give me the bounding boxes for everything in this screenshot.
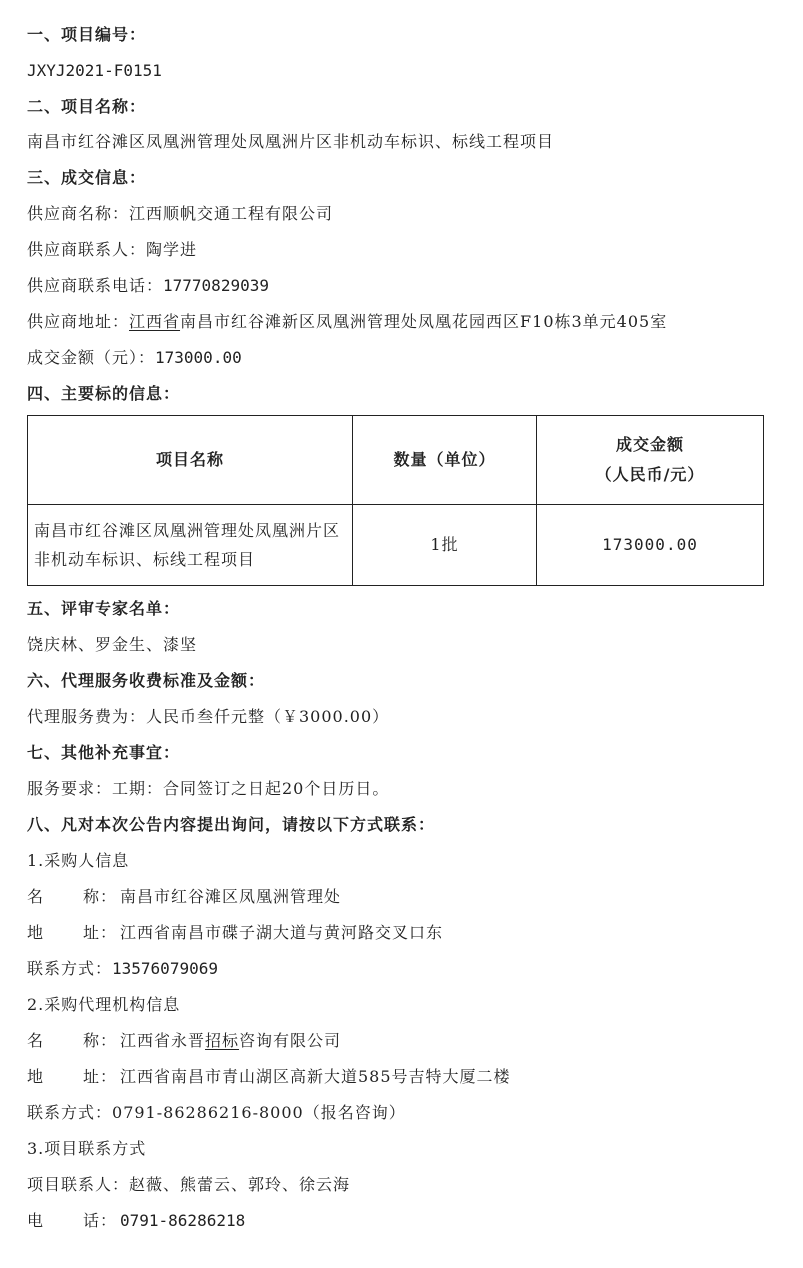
agency-contact-label: 联系方式： <box>27 1103 113 1122</box>
supplier-name-label: 供应商名称： <box>27 204 130 223</box>
heading-contact: 八、凡对本次公告内容提出询问，请按以下方式联系： <box>27 815 436 834</box>
purchaser-address: 江西省南昌市碟子湖大道与黄河路交叉口东 <box>120 923 444 942</box>
deal-amount-line <box>27 347 242 369</box>
project-phone-label-a: 电 <box>27 1211 45 1230</box>
header-quantity: 数量（单位） <box>353 416 537 505</box>
heading-main-items: 四、主要标的信息： <box>27 384 181 403</box>
project-contact-title: 3.项目联系方式 <box>27 1139 147 1158</box>
deal-amount: 173000.00 <box>155 348 242 367</box>
purchaser-contact-label: 联系方式： <box>27 959 113 978</box>
project-people-line <box>27 1174 350 1196</box>
agency-fee: 代理服务费为：人民币叁仟元整（￥3000.00） <box>27 707 390 726</box>
supplier-contact-label: 供应商联系人： <box>27 240 147 259</box>
heading-project-name: 二、项目名称： <box>27 97 147 116</box>
heading-deal-info: 三、成交信息： <box>27 168 147 187</box>
supplier-name: 江西顺帆交通工程有限公司 <box>129 204 334 223</box>
agency-name-line <box>27 1030 341 1052</box>
header-amount-unit: （人民币/元） <box>595 465 705 484</box>
purchaser-name-label-a: 名 <box>27 887 45 906</box>
header-amount <box>537 416 764 505</box>
project-people: 赵薇、熊蕾云、郭玲、徐云海 <box>129 1175 351 1194</box>
agency-address-label-b: 址： <box>83 1067 118 1086</box>
purchaser-contact: 13576079069 <box>112 959 218 978</box>
service-requirement: 服务要求：工期：合同签订之日起20个日历日。 <box>27 779 390 798</box>
table-row <box>28 505 764 586</box>
project-people-label: 项目联系人： <box>27 1175 130 1194</box>
header-project-name: 项目名称 <box>28 416 353 505</box>
heading-other-matters: 七、其他补充事宜： <box>27 743 181 762</box>
agency-address-label-a: 地 <box>27 1067 45 1086</box>
project-phone-line <box>27 1210 245 1232</box>
cell-quantity: 1批 <box>353 505 537 586</box>
agency-name-label-a: 名 <box>27 1031 45 1050</box>
agency-name-post: 咨询有限公司 <box>239 1031 342 1050</box>
purchaser-name-label-b: 称： <box>83 887 118 906</box>
supplier-phone-label: 供应商联系电话： <box>27 276 164 295</box>
project-number: JXYJ2021-F0151 <box>27 61 162 80</box>
project-name: 南昌市红谷滩区凤凰洲管理处凤凰洲片区非机动车标识、标线工程项目 <box>27 132 555 151</box>
agency-address: 江西省南昌市青山湖区高新大道585号吉特大厦二楼 <box>120 1067 511 1086</box>
supplier-address: 南昌市红谷滩新区凤凰洲管理处凤凰花园西区F10栋3单元405室 <box>180 312 668 331</box>
supplier-contact: 陶学进 <box>146 240 198 259</box>
supplier-contact-line <box>27 239 197 261</box>
purchaser-contact-line <box>27 958 218 980</box>
agency-contact: 0791-86286216-8000（报名咨询） <box>112 1103 406 1122</box>
supplier-address-line <box>27 311 667 333</box>
agency-name-link[interactable]: 招标 <box>205 1031 240 1050</box>
heading-experts: 五、评审专家名单： <box>27 599 181 618</box>
purchaser-name-line <box>27 886 341 908</box>
deal-amount-label: 成交金额（元）： <box>27 348 156 367</box>
heading-agency-fee: 六、代理服务收费标准及金额： <box>27 671 266 690</box>
agency-address-line <box>27 1066 511 1088</box>
supplier-phone: 17770829039 <box>163 276 269 295</box>
cell-amount: 173000.00 <box>537 505 764 586</box>
table-header-row <box>28 416 764 505</box>
agency-name-label-b: 称： <box>83 1031 118 1050</box>
purchaser-address-label-a: 地 <box>27 923 45 942</box>
purchaser-address-label-b: 址： <box>83 923 118 942</box>
supplier-address-link[interactable]: 江西省 <box>129 312 181 331</box>
agency-title: 2.采购代理机构信息 <box>27 995 181 1014</box>
supplier-address-label: 供应商地址： <box>27 312 130 331</box>
supplier-name-line <box>27 203 333 225</box>
purchaser-name: 南昌市红谷滩区凤凰洲管理处 <box>120 887 342 906</box>
experts-list: 饶庆林、罗金生、漆坚 <box>27 635 198 654</box>
heading-project-number: 一、项目编号： <box>27 25 147 44</box>
supplier-phone-line <box>27 275 269 297</box>
project-phone: 0791-86286218 <box>120 1211 246 1230</box>
header-amount-title: 成交金额 <box>615 435 684 454</box>
project-phone-label-b: 话： <box>83 1211 118 1230</box>
agency-name-pre: 江西省永晋 <box>120 1031 206 1050</box>
purchaser-address-line <box>27 922 443 944</box>
items-table <box>27 415 764 586</box>
purchaser-title: 1.采购人信息 <box>27 851 130 870</box>
cell-project-name: 南昌市红谷滩区凤凰洲管理处凤凰洲片区非机动车标识、标线工程项目 <box>28 505 353 586</box>
agency-contact-line <box>27 1102 406 1124</box>
